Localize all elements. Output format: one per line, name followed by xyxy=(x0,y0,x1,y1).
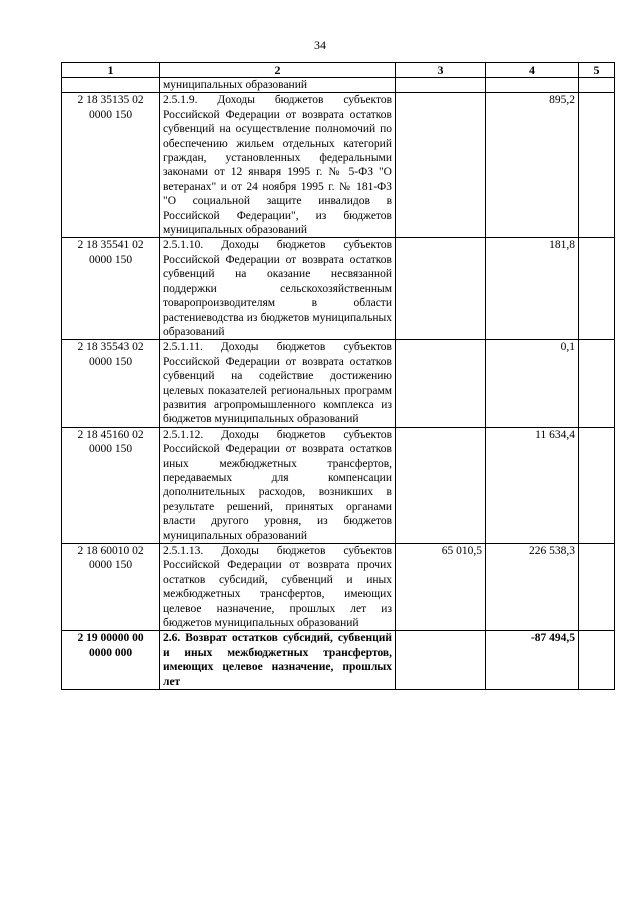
header-col-3: 3 xyxy=(396,63,486,78)
table-row xyxy=(62,238,615,340)
row-col5-value xyxy=(579,427,615,543)
row-col4-value: 0,1 xyxy=(486,340,579,427)
header-col-4: 4 xyxy=(486,63,579,78)
row-col3-value xyxy=(396,631,486,690)
row-col3-value xyxy=(396,427,486,543)
budget-table xyxy=(61,62,615,690)
row-code: 2 19 00000 00 0000 000 xyxy=(62,631,160,690)
row-code: 2 18 35135 02 0000 150 xyxy=(62,93,160,238)
row-description: 2.5.1.10. Доходы бюджетов субъектов Российской Федерации от возврата остатков субвенций на оказание несвязанной поддержки сельскохозяйственным товаропроизводителям в области растениеводства из бюджетов муниципальных образований xyxy=(160,238,396,340)
row-col3-value xyxy=(396,93,486,238)
row-col3-value: 65 010,5 xyxy=(396,544,486,631)
continuation-row xyxy=(62,78,615,93)
table-row xyxy=(62,544,615,631)
table-row-total xyxy=(62,631,615,690)
table-row xyxy=(62,340,615,427)
header-col-5: 5 xyxy=(579,63,615,78)
continuation-col3 xyxy=(396,78,486,93)
continuation-col5 xyxy=(579,78,615,93)
row-col3-value xyxy=(396,238,486,340)
continuation-text: муниципальных образований xyxy=(160,78,396,93)
page-number: 34 xyxy=(314,38,326,52)
row-col4-value: -87 494,5 xyxy=(486,631,579,690)
row-description: 2.5.1.11. Доходы бюджетов субъектов Российской Федерации от возврата остатков субвенций на содействие достижению целевых показателей региональных программ развития агропромышленного комплекса из бюджетов муниципальных образований xyxy=(160,340,396,427)
row-description: 2.5.1.13. Доходы бюджетов субъектов Российской Федерации от возврата прочих остатков субсидий, субвенций и иных межбюджетных трансфертов, имеющих целевое назначение, прошлых лет из бюджетов муниципальных образований xyxy=(160,544,396,631)
header-col-1: 1 xyxy=(62,63,160,78)
table-row xyxy=(62,427,615,543)
row-description: 2.6. Возврат остатков субсидий, субвенций и иных межбюджетных трансфертов, имеющих целевое назначение, прошлых лет xyxy=(160,631,396,690)
continuation-code-cell xyxy=(62,78,160,93)
row-description: 2.5.1.12. Доходы бюджетов субъектов Российской Федерации от возврата остатков иных межбюджетных трансфертов, передаваемых для компенсации дополнительных расходов, возникших в результате решений, принятых органами власти другого уровня, из бюджетов муниципальных образований xyxy=(160,427,396,543)
header-row xyxy=(62,63,615,78)
row-col3-value xyxy=(396,340,486,427)
row-col4-value: 11 634,4 xyxy=(486,427,579,543)
row-col5-value xyxy=(579,93,615,238)
row-col4-value: 895,2 xyxy=(486,93,579,238)
header-col-2: 2 xyxy=(160,63,396,78)
row-col4-value: 181,8 xyxy=(486,238,579,340)
row-code: 2 18 35543 02 0000 150 xyxy=(62,340,160,427)
continuation-col4 xyxy=(486,78,579,93)
row-col4-value: 226 538,3 xyxy=(486,544,579,631)
row-code: 2 18 60010 02 0000 150 xyxy=(62,544,160,631)
row-col5-value xyxy=(579,238,615,340)
row-col5-value xyxy=(579,544,615,631)
row-code: 2 18 35541 02 0000 150 xyxy=(62,238,160,340)
row-col5-value xyxy=(579,631,615,690)
row-code: 2 18 45160 02 0000 150 xyxy=(62,427,160,543)
table-row xyxy=(62,93,615,238)
row-description: 2.5.1.9. Доходы бюджетов субъектов Российской Федерации от возврата остатков субвенций на осуществление полномочий по обеспечению жильем отдельных категорий граждан, установленных федеральными законами от 12 января 1995 г. № 5-ФЗ "О ветеранах" и от 24 ноября 1995 г. № 181-ФЗ "О социальной защите инвалидов в Российской Федерации", из бюджетов муниципальных образований xyxy=(160,93,396,238)
row-col5-value xyxy=(579,340,615,427)
